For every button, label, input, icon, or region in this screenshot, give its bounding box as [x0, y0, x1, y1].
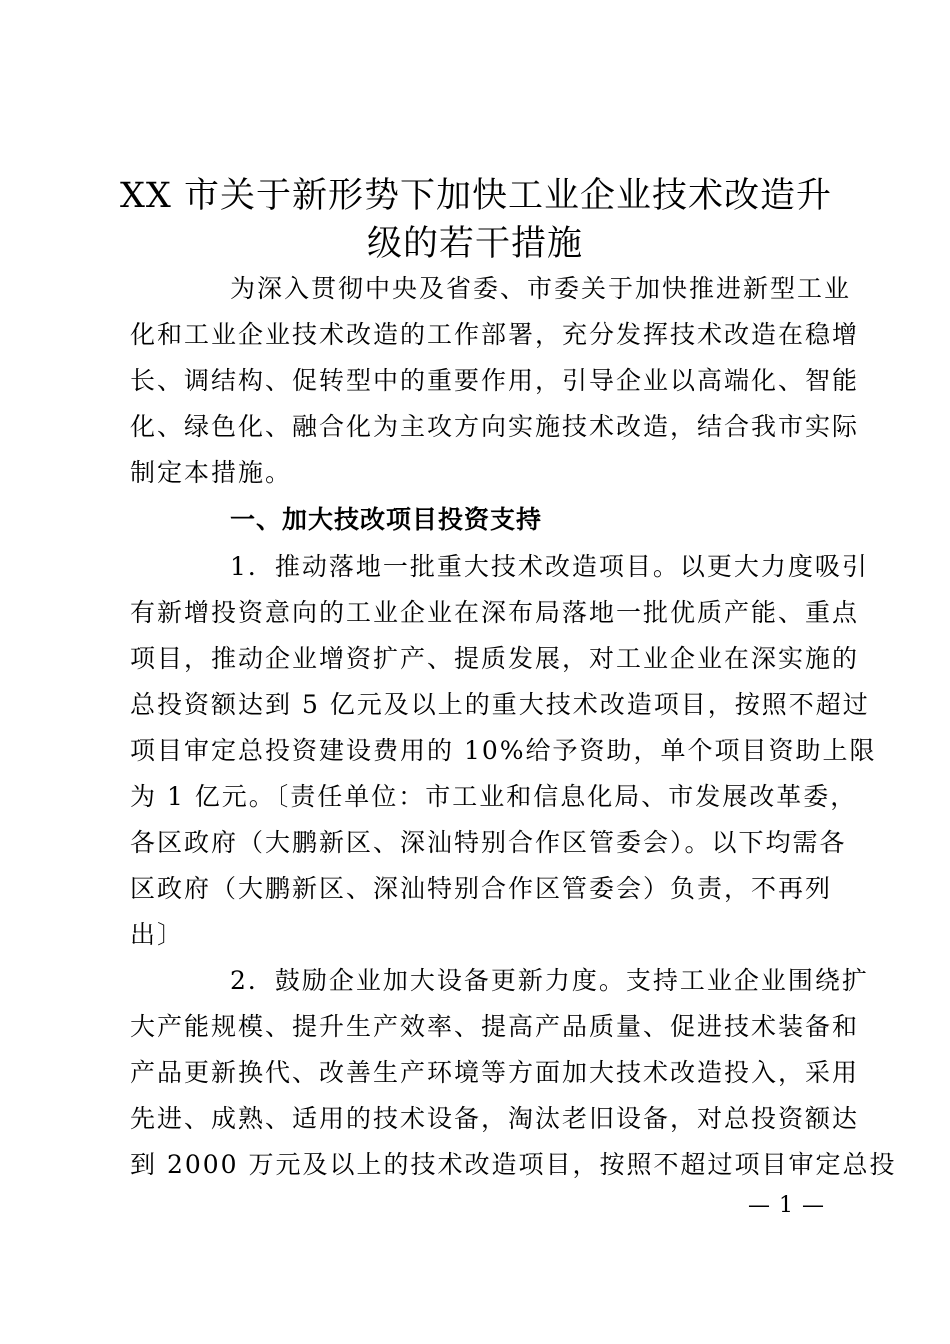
- paragraph-line: 项目审定总投资建设费用的 10%给予资助，单个项目资助上限: [130, 736, 877, 765]
- section-heading: 一、加大技改项目投资支持: [230, 505, 543, 534]
- paragraph-line: 2．鼓励企业加大设备更新力度。支持工业企业围绕扩: [230, 966, 869, 995]
- paragraph-line: 长、调结构、促转型中的重要作用，引导企业以高端化、智能: [130, 366, 860, 395]
- paragraph-line: 到 2000 万元及以上的技术改造项目，按照不超过项目审定总投: [130, 1150, 897, 1179]
- paragraph-line: 化和工业企业技术改造的工作部署，充分发挥技术改造在稳增: [130, 320, 860, 349]
- paragraph-line: 有新增投资意向的工业企业在深布局落地一批优质产能、重点: [130, 598, 860, 627]
- paragraph-line: 1．推动落地一批重大技术改造项目。以更大力度吸引: [230, 552, 869, 581]
- paragraph-line: 先进、成熟、适用的技术设备，淘汰老旧设备，对总投资额达: [130, 1104, 860, 1133]
- paragraph-line: 大产能规模、提升生产效率、提高产品质量、促进技术装备和: [130, 1012, 860, 1041]
- paragraph-line: 为 1 亿元。〔责任单位：市工业和信息化局、市发展改革委，: [130, 782, 858, 811]
- paragraph-line: 各区政府（大鹏新区、深汕特别合作区管委会）。以下均需各: [130, 828, 847, 857]
- paragraph-line: 出〕: [130, 920, 185, 949]
- paragraph-line: 总投资额达到 5 亿元及以上的重大技术改造项目，按照不超过: [130, 690, 870, 719]
- document-title-line-2: 级的若干措施: [366, 224, 583, 264]
- paragraph-line: 产品更新换代、改善生产环境等方面加大技术改造投入，采用: [130, 1058, 860, 1087]
- paragraph-line: 制定本措施。: [130, 458, 293, 487]
- document-title-line-1: XX 市关于新形势下加快工业企业技术改造升: [120, 176, 832, 216]
- paragraph-line: 化、绿色化、融合化为主攻方向实施技术改造，结合我市实际: [130, 412, 860, 441]
- paragraph-line: 区政府（大鹏新区、深汕特别合作区管委会）负责，不再列: [130, 874, 833, 903]
- paragraph-line: 项目，推动企业增资扩产、提质发展，对工业企业在深实施的: [130, 644, 860, 673]
- paragraph-line: 为深入贯彻中央及省委、市委关于加快推进新型工业: [230, 274, 852, 303]
- page-number: — 1 —: [748, 1193, 825, 1218]
